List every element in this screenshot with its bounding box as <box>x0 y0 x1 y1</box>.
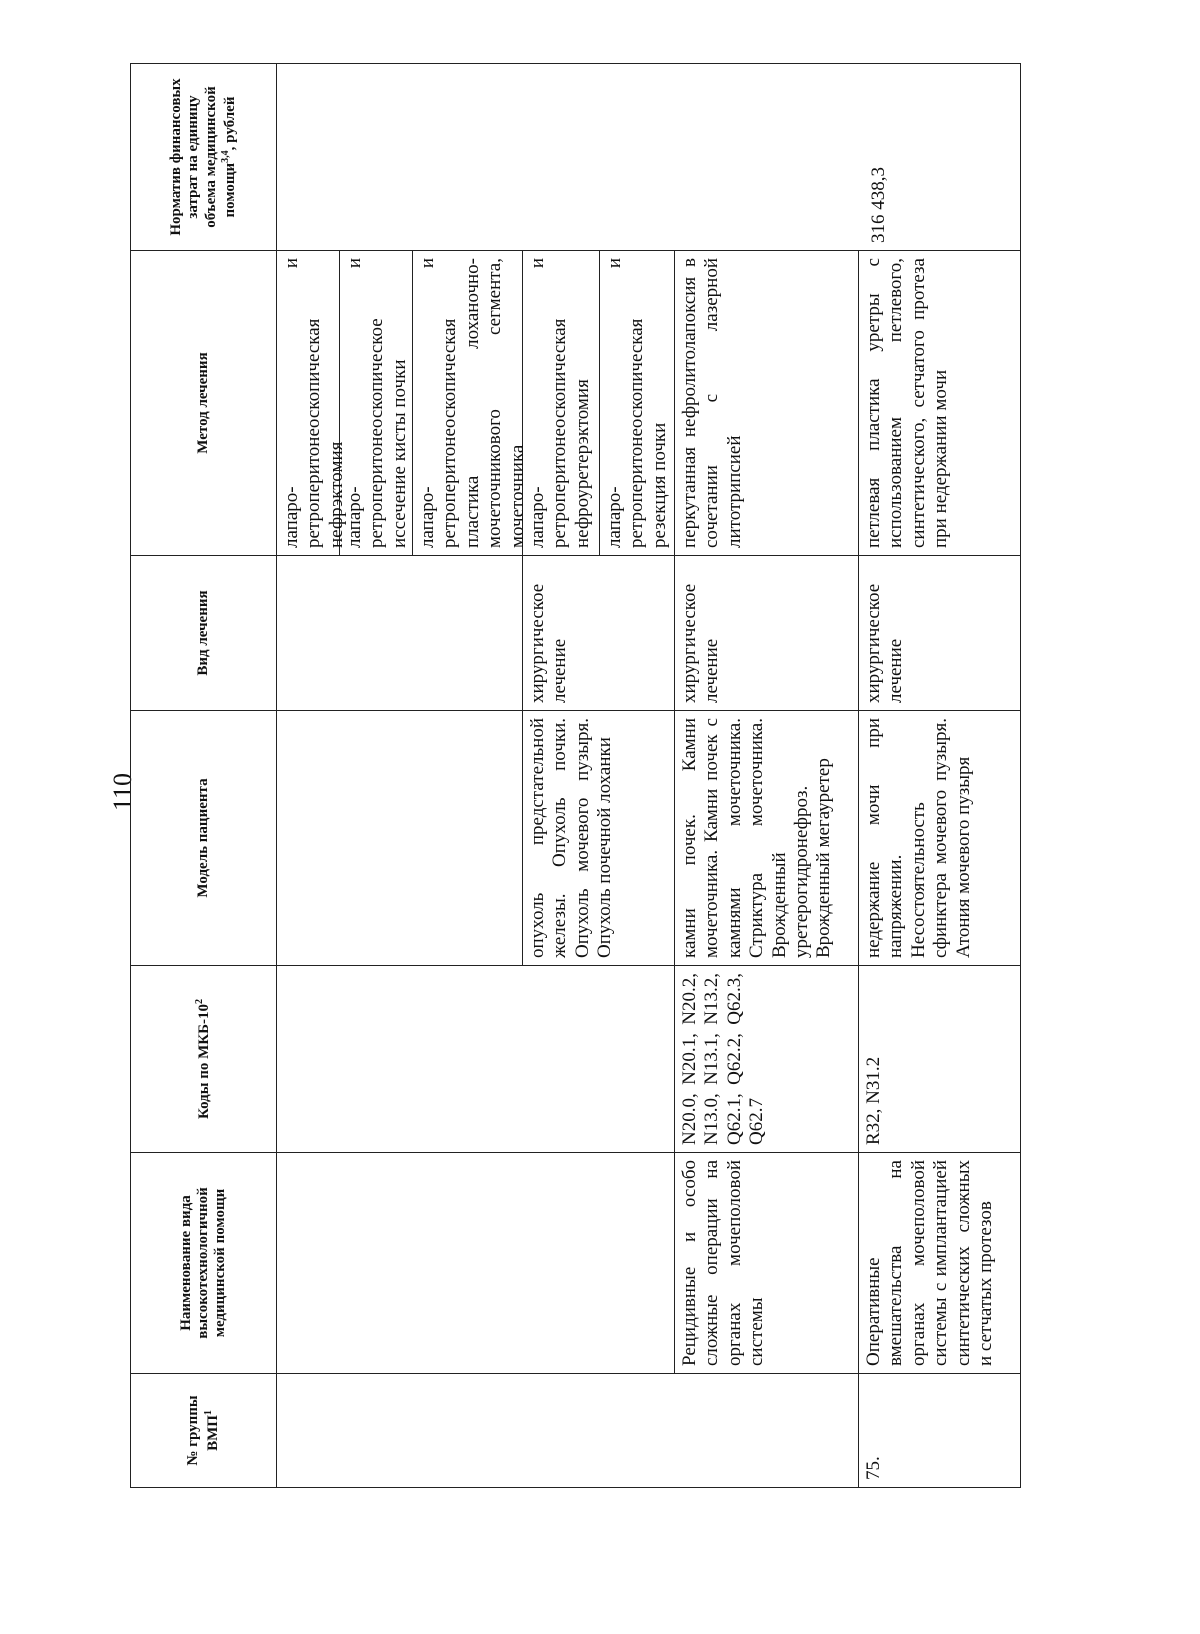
header-cost: Норматив финансовых затрат на единицу объема медицинской помощи$^{3,4}$, рублей <box>131 64 277 251</box>
cell-method: перкутанная нефролитолапоксия в сочетании с лазерной литотрипсией <box>675 251 859 556</box>
method-item <box>413 251 528 555</box>
vmp-table <box>130 63 1021 1488</box>
header-method: Метод лечения <box>131 251 277 556</box>
method-text: лапаро- и ретроперитонеоскопическая резекция почки <box>604 258 670 548</box>
cell-model: недержание мочи при напряжении. Несостоятельность сфинктера мочевого пузыря. Атония мочевого пузыря <box>859 711 1021 966</box>
cell-codes: N20.0, N20.1, N20.2, N13.0, N13.1, N13.2, Q62.1, Q62.2, Q62.3, Q62.7 <box>675 966 859 1153</box>
page-number: 110 <box>108 772 137 812</box>
cell-treatment-type: хирургическое лечение <box>523 556 675 711</box>
method-item <box>277 251 347 555</box>
cell-name <box>277 1153 675 1374</box>
cell-method: петлевая пластика уретры с использованием петлевого, синтетического, сетчатого протеза при недержании мочи <box>859 251 1021 556</box>
cell-method <box>277 251 528 556</box>
method-text: лапаро- и ретроперитонеоскопическая пластика лоханочно-мочеточникового сегмента, мочеточника <box>417 258 528 548</box>
table-row <box>675 64 859 1488</box>
header-name: Наименование вида высокотехнологичной медицинской помощи <box>131 1153 277 1374</box>
table-row <box>277 64 523 1488</box>
cell-model: камни почек. Камни мочеточника. Камни почек с камнями мочеточника. Стриктура мочеточника. Врожденный уретерогидронефроз. Врожденный мегауретер <box>675 711 859 966</box>
cell-name: Рецидивные и особо сложные операции на органах мочеполовой системы <box>675 1153 859 1374</box>
table-row <box>859 64 1021 1488</box>
rotated-table-wrapper <box>130 64 1020 1488</box>
cell-cost <box>277 64 1021 251</box>
method-item <box>340 251 413 555</box>
cell-codes <box>277 966 675 1153</box>
cell-name: Оперативные вмешательства на органах мочеполовой системы с имплантацией синтетических сложных и сетчатых протезов <box>859 1153 1021 1374</box>
method-item <box>523 251 600 555</box>
rotated-table-inner <box>130 64 1020 1488</box>
cell-model: опухоль предстательной железы. Опухоль почки. Опухоль мочевого пузыря. Опухоль почечной лоханки <box>523 711 675 966</box>
method-text: лапаро- и ретроперитонеоскопическая нефроуретерэктомия <box>527 258 593 548</box>
cell-treatment-type: хирургическое лечение <box>675 556 859 711</box>
cell-model <box>277 711 523 966</box>
method-text: лапаро- и ретроперитонеоскопическое иссечение кисты почки <box>344 258 410 548</box>
header-codes: Коды по МКБ-$10^2$ <box>131 966 277 1153</box>
cell-treatment-type <box>277 556 523 711</box>
cell-method <box>523 251 675 556</box>
method-item <box>600 251 674 555</box>
header-group-no: № группы ВМП$^1$ <box>131 1374 277 1488</box>
cell-group-no <box>277 1374 859 1488</box>
cell-codes: R32, N31.2 <box>859 966 1021 1153</box>
header-treatment-type: Вид лечения <box>131 556 277 711</box>
method-text: лапаро- и ретроперитонеоскопическая нефрэктомия <box>281 258 347 548</box>
header-row <box>131 64 277 1488</box>
cell-group-no: 75. <box>859 1374 1021 1488</box>
cell-treatment-type: хирургическое лечение <box>859 556 1021 711</box>
header-model: Модель пациента <box>131 711 277 966</box>
cost-value: 316 438,3 <box>867 167 889 243</box>
